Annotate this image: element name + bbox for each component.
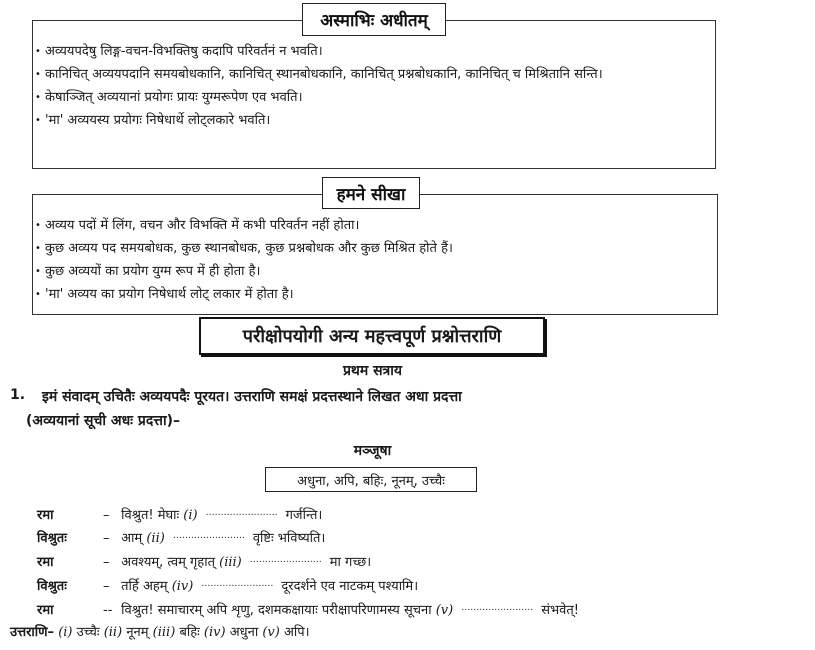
question-number: 1. bbox=[10, 387, 26, 403]
speaker: रमा bbox=[37, 603, 54, 618]
dialogue-line: रमा – विश्रुत! मेघाः (i) …………………… गर्जन्ति। bbox=[37, 502, 322, 524]
list-item: • अव्ययपदेषु लिङ्ग-वचन-विभक्तिषु कदापि परिवर्तनं न भवति। bbox=[37, 40, 705, 63]
list-item: • 'मा' अव्ययस्य प्रयोगः निषेधार्थे लोट्लकारे भवति। bbox=[37, 109, 705, 132]
fill-blank: …………………… bbox=[461, 603, 534, 613]
speaker: रमा bbox=[37, 555, 54, 570]
question-text-line2: (अव्ययानां सूची अधः प्रदत्ता)– bbox=[26, 413, 180, 429]
learned-list-sanskrit bbox=[37, 40, 705, 132]
answers-label: उत्तराणि– bbox=[10, 625, 55, 640]
dialogue-line: विश्रुतः – आम् (ii) …………………… वृष्टिः भविष्यति। bbox=[37, 525, 325, 547]
question-text-line1: इमं संवादम् उचितैः अव्ययपदैः पूरयत। उत्तराणि समक्षं प्रदत्तस्थाने लिखत अधा प्रदत्ता bbox=[42, 389, 462, 405]
manjusha-word-box: अधुना, अपि, बहिः, नूनम्, उच्चैः bbox=[265, 467, 477, 492]
blank-number: (iv) bbox=[171, 579, 194, 594]
blank-number: (i) bbox=[183, 508, 198, 523]
learned-box-sanskrit-title: अस्माभिः अधीतम् bbox=[302, 3, 446, 36]
speaker: विश्रुतः bbox=[37, 531, 67, 546]
blank-number: (v) bbox=[435, 603, 454, 618]
dialogue-line: रमा – अवश्यम्, त्वम् गृहात् (iii) …………………… मा गच्छ। bbox=[37, 549, 371, 571]
list-item: • केषाञ्जित् अव्ययानां प्रयोगः प्रायः युग्मरूपेण एव भवति। bbox=[37, 86, 705, 109]
fill-blank: …………………… bbox=[201, 579, 274, 589]
section-title: परीक्षोपयोगी अन्य महत्त्वपूर्ण प्रश्नोत्तराणि bbox=[199, 317, 545, 355]
list-item: • 'मा' अव्यय का प्रयोग निषेधार्थ लोट् लकार में होता है। bbox=[37, 283, 453, 306]
list-item: • कुछ अव्यय पद समयबोधक, कुछ स्थानबोधक, कुछ प्रश्नबोधक और कुछ मिश्रित होते हैं। bbox=[37, 237, 453, 260]
list-item: • कानिचित् अव्ययपदानि समयबोधकानि, कानिचित् स्थानबोधकानि, कानिचित् प्रश्नबोधकानि, कानिचित् च मिश्रितानि सन्ति। bbox=[37, 63, 705, 86]
blank-number: (iii) bbox=[219, 555, 242, 570]
speaker: विश्रुतः bbox=[37, 579, 67, 594]
learned-box-hindi-title: हमने सीखा bbox=[322, 177, 420, 209]
learned-list-hindi bbox=[37, 214, 453, 306]
answers-line: उत्तराणि– (i) उच्चैः (ii) नूनम् (iii) बहिः (iv) अधुना (v) अपि। bbox=[10, 625, 310, 640]
subheading: प्रथम सत्राय bbox=[342, 363, 403, 379]
dialogue-line: रमा -- विश्रुत! समाचारम् अपि शृणु, दशमकक्षायाः परीक्षापरिणामस्य सूचना (v) …………………… संभवेत्! bbox=[37, 597, 579, 619]
speaker: रमा bbox=[37, 508, 54, 523]
fill-blank: …………………… bbox=[205, 508, 278, 518]
fill-blank: …………………… bbox=[249, 555, 322, 565]
manjusha-heading: मञ्जूषा bbox=[353, 443, 392, 459]
dialogue-line: विश्रुतः – तर्हि अहम् (iv) …………………… दूरदर्शने एव नाटकम् पश्यामि। bbox=[37, 573, 418, 595]
fill-blank: …………………… bbox=[172, 531, 245, 541]
list-item: • अव्यय पदों में लिंग, वचन और विभक्ति में कभी परिवर्तन नहीं होता। bbox=[37, 214, 453, 237]
list-item: • कुछ अव्ययों का प्रयोग युग्म रूप में ही होता है। bbox=[37, 260, 453, 283]
blank-number: (ii) bbox=[146, 531, 165, 546]
